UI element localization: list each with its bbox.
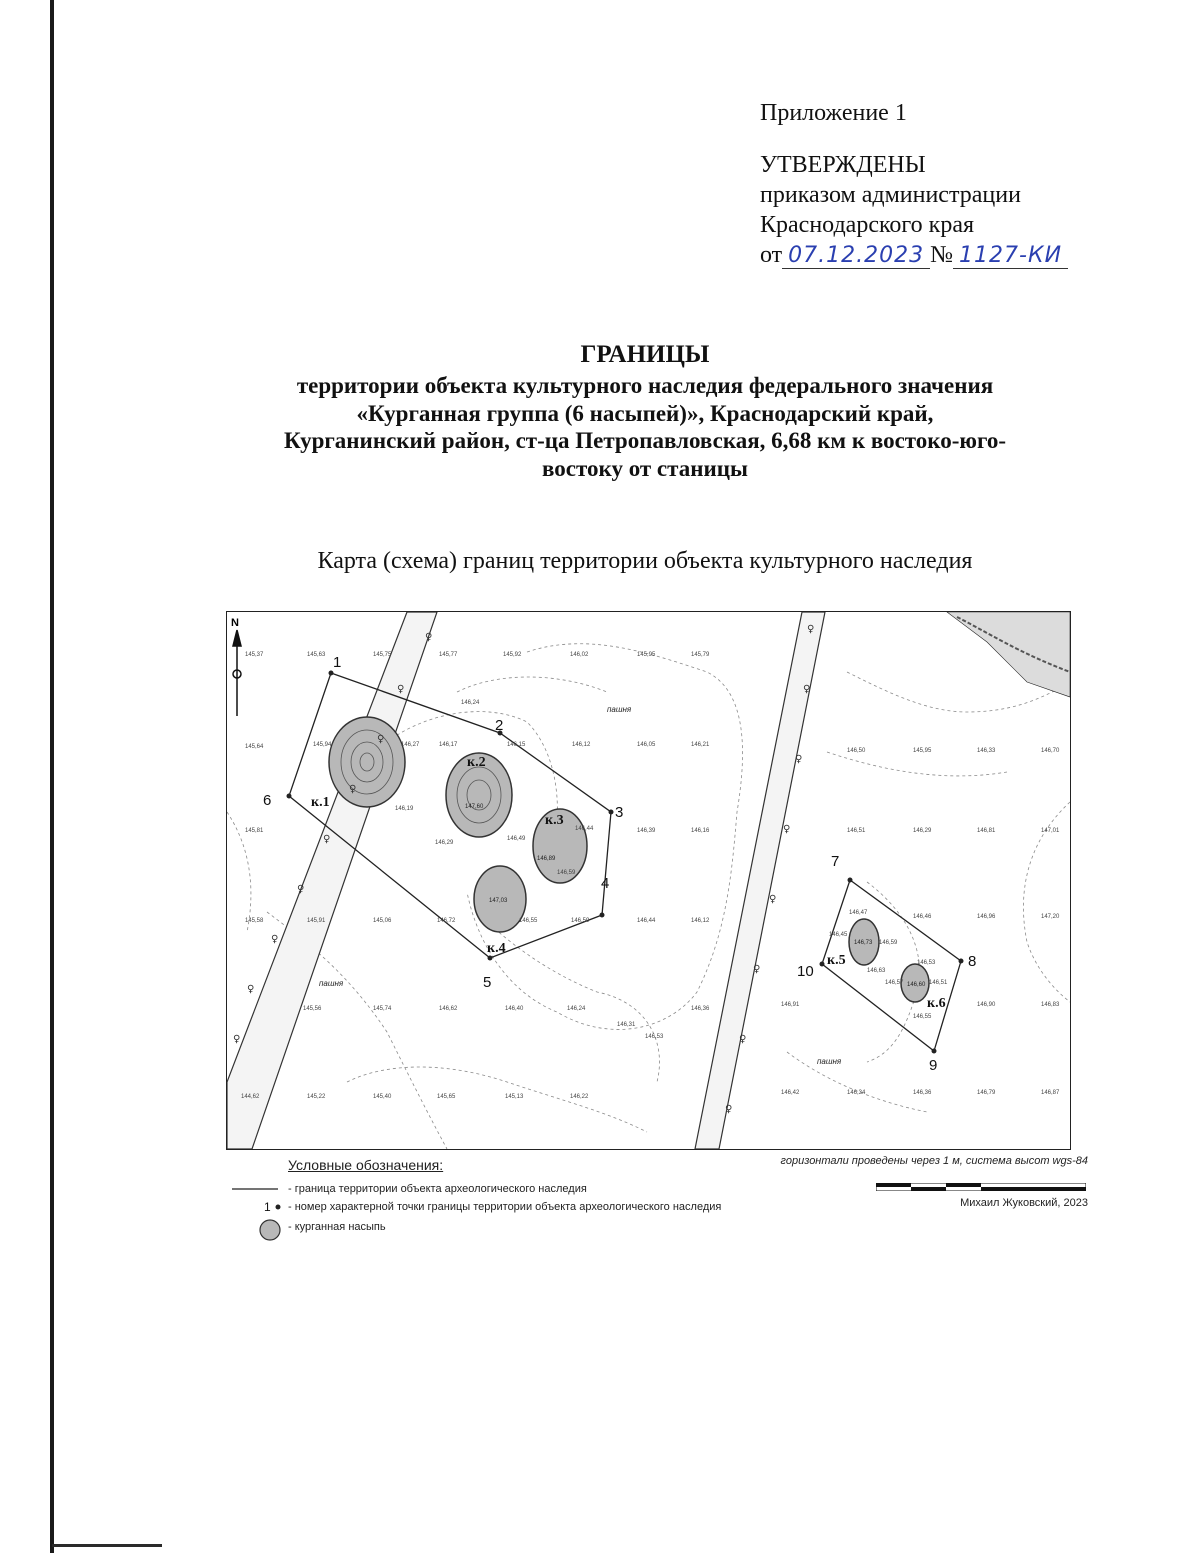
spot-height: 145,94 <box>313 742 332 748</box>
spot-height: 145,95 <box>637 652 656 658</box>
spot-height: 146,16 <box>691 828 710 834</box>
spot-height: 146,29 <box>435 840 454 846</box>
tree-icon: ♀ <box>425 632 433 643</box>
scale-bar <box>876 1183 1086 1191</box>
spot-height: 146,44 <box>575 826 594 832</box>
legend-point-sample: 1 <box>264 1200 271 1214</box>
spot-height: 146,44 <box>637 918 656 924</box>
order-date: 07.12.2023 <box>788 243 925 268</box>
tree-icon: ♀ <box>725 1104 733 1115</box>
spot-height: 146,40 <box>505 1006 524 1012</box>
spot-height: 146,57 <box>885 980 904 986</box>
spot-height: 146,21 <box>691 742 710 748</box>
tree-icon: ♀ <box>233 1034 241 1045</box>
spot-height: 145,77 <box>439 652 458 658</box>
spot-height: 145,75 <box>373 652 392 658</box>
spot-height: 146,42 <box>781 1090 800 1096</box>
spot-height: 146,39 <box>637 828 656 834</box>
field-label: пашня <box>817 1057 842 1066</box>
legend-item-point-text: - номер характерной точки границы территории объекта археологического наследия <box>288 1201 722 1213</box>
spot-height: 146,36 <box>691 1006 710 1012</box>
spot-height: 145,63 <box>307 652 326 658</box>
spot-height: 146,49 <box>507 836 526 842</box>
legend-line-symbol <box>230 1181 282 1197</box>
scan-edge-left <box>50 0 54 1553</box>
spot-height: 146,55 <box>913 1014 932 1020</box>
legend-title: Условные обозначения: <box>288 1157 444 1173</box>
spot-height: 144,62 <box>241 1094 260 1100</box>
approved-label: УТВЕРЖДЕНЫ <box>760 152 926 178</box>
tree-icon: ♀ <box>753 964 761 975</box>
spot-height: 146,22 <box>570 1094 589 1100</box>
approved-line-2: Краснодарского края <box>760 212 975 238</box>
mound-height-5: 146,73 <box>854 940 873 946</box>
spot-height: 146,45 <box>829 932 848 938</box>
spot-height: 145,81 <box>245 828 264 834</box>
document-title <box>180 338 1110 482</box>
spot-height: 146,53 <box>645 1034 664 1040</box>
spot-height: 146,91 <box>781 1002 800 1008</box>
spot-height: 146,63 <box>867 968 886 974</box>
tree-icon: ♀ <box>739 1034 747 1045</box>
title-line-4: востоку от станицы <box>542 455 748 481</box>
mound-height-4: 147,03 <box>489 898 508 904</box>
spot-height: 145,92 <box>503 652 522 658</box>
boundary-point-label-9: 9 <box>929 1057 938 1074</box>
boundary-point-label-4: 4 <box>601 875 610 892</box>
mound-label-5: к.5 <box>827 953 846 968</box>
contour-note: горизонтали проведены через 1 м, система высот wgs-84 <box>780 1155 1088 1167</box>
spot-height: 146,02 <box>570 652 589 658</box>
appendix-label: Приложение 1 <box>760 100 907 126</box>
spot-height: 146,27 <box>401 742 420 748</box>
boundary-point-label-3: 3 <box>615 804 624 821</box>
spot-height: 146,62 <box>439 1006 458 1012</box>
boundary-point-label-1: 1 <box>333 654 342 671</box>
tree-icon: ♀ <box>297 884 305 895</box>
spot-height: 146,81 <box>977 828 996 834</box>
order-number: 1127-КИ <box>959 243 1063 268</box>
tree-icon: ♀ <box>769 894 777 905</box>
spot-height: 146,19 <box>395 806 414 812</box>
spot-height: 145,37 <box>245 652 264 658</box>
scan-edge-bottom <box>52 1544 162 1547</box>
north-arrow <box>233 630 241 716</box>
mound-labels <box>311 755 946 1011</box>
map-canvas <box>227 612 1070 1149</box>
order-number-sign: № <box>930 242 954 268</box>
boundary-point-label-10: 10 <box>797 963 814 980</box>
tree-icon: ♀ <box>807 624 815 635</box>
spot-height: 145,13 <box>505 1094 524 1100</box>
spot-height: 146,59 <box>879 940 898 946</box>
mound-label-2: к.2 <box>467 755 486 770</box>
order-from-prefix: от <box>760 242 783 268</box>
tree-icon: ♀ <box>271 934 279 945</box>
spot-height: 146,17 <box>439 742 458 748</box>
mound-height-6: 146,60 <box>907 982 926 988</box>
tree-icon: ♀ <box>247 984 255 995</box>
spot-height: 146,12 <box>572 742 591 748</box>
legend-point-symbol <box>230 1199 282 1215</box>
field-label: пашня <box>319 979 344 988</box>
spot-height: 146,15 <box>507 742 526 748</box>
mound-height-3: 146,89 <box>537 856 556 862</box>
spot-height: 145,95 <box>913 748 932 754</box>
spot-height: 146,72 <box>437 918 456 924</box>
spot-height: 145,22 <box>307 1094 326 1100</box>
spot-height: 146,33 <box>977 748 996 754</box>
spot-height: 145,79 <box>691 652 710 658</box>
spot-height: 146,87 <box>1041 1090 1060 1096</box>
map-caption: Карта (схема) границ территории объекта культурного наследия <box>317 548 973 574</box>
spot-height: 146,05 <box>637 742 656 748</box>
title-line-1: территории объекта культурного наследия федерального значения <box>296 373 994 398</box>
mound-label-6: к.6 <box>927 996 946 1011</box>
boundary-point-label-2: 2 <box>495 717 504 734</box>
spot-height: 146,12 <box>691 918 710 924</box>
spot-height: 146,79 <box>977 1090 996 1096</box>
approval-block <box>760 98 1120 270</box>
tree-icon: ♀ <box>349 784 357 795</box>
spot-height: 146,59 <box>571 918 590 924</box>
spot-height: 146,29 <box>913 828 932 834</box>
spot-height: 146,46 <box>913 914 932 920</box>
title-heading: ГРАНИЦЫ <box>580 341 710 368</box>
mound-label-3: к.3 <box>545 813 564 828</box>
spot-height: 146,50 <box>847 748 866 754</box>
spot-height: 146,96 <box>977 914 996 920</box>
north-label: N <box>231 617 239 629</box>
spot-height: 146,55 <box>519 918 538 924</box>
mound-label-1: к.1 <box>311 795 330 810</box>
spot-height: 145,56 <box>303 1006 322 1012</box>
approved-line-1: приказом администрации <box>760 182 1021 208</box>
mound-height-2: 147,60 <box>465 804 484 810</box>
spot-height: 145,74 <box>373 1006 392 1012</box>
spot-height: 146,70 <box>1041 748 1060 754</box>
spot-height: 145,06 <box>373 918 392 924</box>
spot-height: 146,59 <box>557 870 576 876</box>
spot-height: 146,90 <box>977 1002 996 1008</box>
boundary-point-label-6: 6 <box>263 792 272 809</box>
tree-icon: ♀ <box>377 734 385 745</box>
order-date-field <box>782 243 930 269</box>
tree-icon: ♀ <box>803 684 811 695</box>
tree-icon: ♀ <box>323 834 331 845</box>
legend-item-boundary-text: - граница территории объекта археологического наследия <box>288 1183 587 1195</box>
spot-height: 146,53 <box>917 960 936 966</box>
site-map <box>226 611 1071 1150</box>
spot-height: 145,40 <box>373 1094 392 1100</box>
mound-label-4: к.4 <box>487 941 506 956</box>
spot-height: 147,20 <box>1041 914 1060 920</box>
spot-height: 146,83 <box>1041 1002 1060 1008</box>
order-number-field <box>953 243 1068 269</box>
spot-height: 147,01 <box>1041 828 1060 834</box>
spot-height: 145,91 <box>307 918 326 924</box>
field-label: пашня <box>607 705 632 714</box>
spot-height: 145,58 <box>245 918 264 924</box>
spot-height: 146,51 <box>929 980 948 986</box>
tree-icon: ♀ <box>795 754 803 765</box>
spot-height: 146,47 <box>849 910 868 916</box>
tree-icon: ♀ <box>783 824 791 835</box>
spot-height: 145,65 <box>437 1094 456 1100</box>
spot-height: 146,51 <box>847 828 866 834</box>
legend-mound-symbol <box>230 1219 282 1241</box>
title-line-2: «Курганная группа (6 насыпей)», Краснодарский край, <box>356 400 934 426</box>
boundary-point-label-8: 8 <box>968 953 977 970</box>
spot-height: 146,24 <box>461 700 480 706</box>
spot-height: 145,64 <box>245 744 264 750</box>
spot-height: 146,36 <box>913 1090 932 1096</box>
boundary-point-label-7: 7 <box>831 853 840 870</box>
spot-height: 146,31 <box>617 1022 636 1028</box>
legend-item-mound-text: - курганная насыпь <box>288 1221 386 1233</box>
spot-height: 146,34 <box>847 1090 866 1096</box>
river-strip <box>947 612 1070 697</box>
tree-icon: ♀ <box>397 684 405 695</box>
boundary-point-label-5: 5 <box>483 974 492 991</box>
order-line <box>760 240 1120 270</box>
spot-height: 146,24 <box>567 1006 586 1012</box>
map-author: Михаил Жуковский, 2023 <box>960 1197 1088 1209</box>
title-line-3: Курганинский район, ст-ца Петропавловская, 6,68 км к востоко-юго- <box>283 428 1007 453</box>
